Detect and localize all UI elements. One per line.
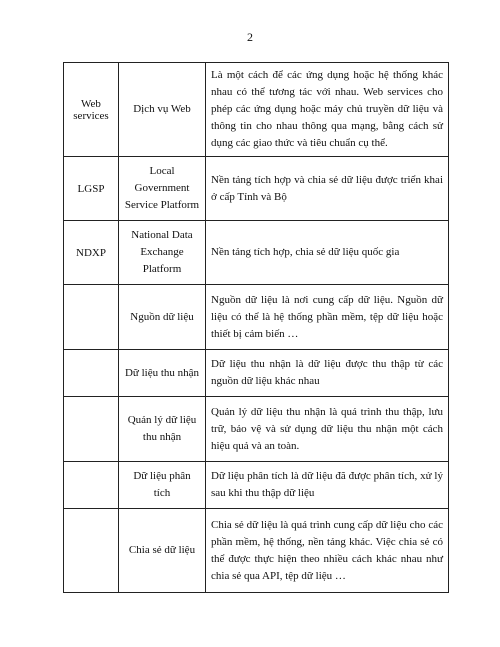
description-cell: Nguồn dữ liệu là nơi cung cấp dữ liệu. Nguồn dữ liệu có thể là hệ thống phần mềm, tệp dữ liệu hoặc thiết bị cảm biến … xyxy=(206,285,449,350)
abbreviation-cell xyxy=(64,462,119,509)
glossary-table xyxy=(63,62,449,593)
table-row xyxy=(64,462,449,509)
abbreviation-cell: LGSP xyxy=(64,157,119,221)
description-cell: Quản lý dữ liệu thu nhận là quá trình thu thập, lưu trữ, bảo vệ và sử dụng dữ liệu thu nhận một cách hiệu quả và an toàn. xyxy=(206,397,449,462)
abbreviation-cell xyxy=(64,509,119,593)
table-row xyxy=(64,397,449,462)
abbreviation-cell: NDXP xyxy=(64,221,119,285)
table-row xyxy=(64,157,449,221)
description-cell: Nền tảng tích hợp và chia sẻ dữ liệu được triển khai ở cấp Tỉnh và Bộ xyxy=(206,157,449,221)
term-cell: Quản lý dữ liệu thu nhận xyxy=(119,397,206,462)
table-row xyxy=(64,509,449,593)
description-cell: Nền tảng tích hợp, chia sẻ dữ liệu quốc gia xyxy=(206,221,449,285)
term-cell: Dữ liệu thu nhận xyxy=(119,350,206,397)
table-row xyxy=(64,285,449,350)
abbreviation-cell xyxy=(64,397,119,462)
table-row xyxy=(64,350,449,397)
description-cell: Là một cách để các ứng dụng hoặc hệ thống khác nhau có thể tương tác với nhau. Web services cho phép các ứng dụng hoặc máy chủ truyền dữ liệu và thông tin cho nhau thông qua mạng, bằng cách sử dụng các giao thức và tiêu chuẩn cụ thể. xyxy=(206,63,449,157)
term-cell: Dịch vụ Web xyxy=(119,63,206,157)
description-cell: Dữ liệu thu nhận là dữ liệu được thu thập từ các nguồn dữ liệu khác nhau xyxy=(206,350,449,397)
term-cell: Nguồn dữ liệu xyxy=(119,285,206,350)
page-number: 2 xyxy=(247,30,253,44)
abbreviation-cell xyxy=(64,285,119,350)
description-cell: Chia sẻ dữ liệu là quá trình cung cấp dữ liệu cho các phần mềm, hệ thống, nền tảng khác. Việc chia sẻ có thể được thực hiện theo nhiều cách khác nhau như chia sẻ qua API, tệp dữ liệu … xyxy=(206,509,449,593)
term-cell: Chia sẻ dữ liệu xyxy=(119,509,206,593)
abbreviation-cell: Web services xyxy=(64,63,119,157)
term-cell: National Data Exchange Platform xyxy=(119,221,206,285)
abbreviation-cell xyxy=(64,350,119,397)
table-row xyxy=(64,63,449,157)
term-cell: Dữ liệu phân tích xyxy=(119,462,206,509)
term-cell: Local Government Service Platform xyxy=(119,157,206,221)
table-row xyxy=(64,221,449,285)
description-cell: Dữ liệu phân tích là dữ liệu đã được phân tích, xử lý sau khi thu thập dữ liệu xyxy=(206,462,449,509)
